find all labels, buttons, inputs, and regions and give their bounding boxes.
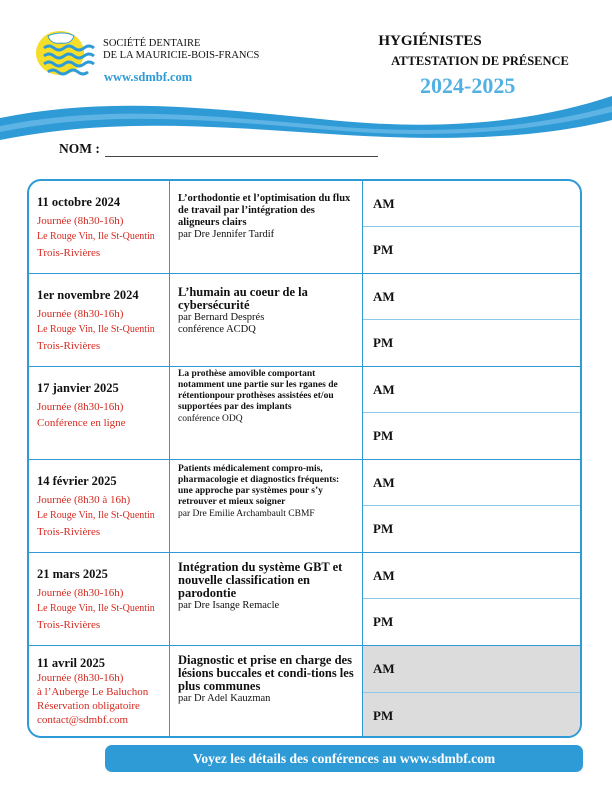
- session-speaker: par Dre Jennifer Tardif: [178, 229, 275, 240]
- session-info: [29, 646, 170, 738]
- session-city: Trois-Rivières: [37, 619, 101, 631]
- session-schedule: Journée (8h30-16h): [37, 308, 124, 320]
- session-info: [29, 181, 170, 273]
- session-row: [29, 553, 580, 646]
- am-checkbox[interactable]: AM: [363, 553, 580, 599]
- session-title: L’orthodontie et l’optimisation du flux de travail par l’intégration des aligneurs clairs: [178, 193, 351, 228]
- session-venue: à l’Auberge Le Baluchon: [37, 686, 149, 698]
- session-title: Diagnostic et prise en charge des lésions buccales et condi-tions les plus communes: [178, 653, 354, 693]
- session-topic: [170, 460, 363, 552]
- attendance-cell: [363, 460, 580, 552]
- session-schedule: Journée (8h30-16h): [37, 587, 124, 599]
- session-date: 21 mars 2025: [37, 567, 108, 581]
- session-speaker: par Dr Adel Kauzman: [178, 693, 271, 704]
- attendance-cell: [363, 646, 580, 738]
- session-topic: [170, 553, 363, 645]
- session-venue: Le Rouge Vin, Ile St-Quentin: [37, 510, 155, 521]
- session-row: [29, 460, 580, 553]
- session-date: 17 janvier 2025: [37, 381, 119, 395]
- session-schedule: Journée (8h30-16h): [37, 401, 124, 413]
- org-line-1: SOCIÉTÉ DENTAIRE: [103, 38, 201, 49]
- pm-checkbox[interactable]: PM: [373, 335, 394, 350]
- footer-banner[interactable]: Voyez les détails des conférences au www.sdmbf.com: [105, 745, 583, 772]
- session-row: [29, 181, 580, 274]
- am-checkbox[interactable]: AM: [363, 460, 580, 506]
- session-speaker: par Dre Isange Remacle: [178, 600, 280, 611]
- org-line-2: DE LA MAURICIE-BOIS-FRANCS: [103, 50, 260, 61]
- session-title: Patients médicalement compro-mis, pharmacologie et diagnostics fréquents: une approche par systèmes pour s’y retrouver et mieux soigner: [178, 464, 340, 507]
- pm-checkbox[interactable]: PM: [373, 242, 394, 257]
- session-row: [29, 274, 580, 367]
- session-date: 14 février 2025: [37, 474, 117, 488]
- am-checkbox[interactable]: AM: [363, 181, 580, 227]
- website-link[interactable]: www.sdmbf.com: [104, 70, 193, 84]
- session-venue: Le Rouge Vin, Ile St-Quentin: [37, 324, 155, 335]
- session-info: [29, 367, 170, 459]
- session-contact-email[interactable]: contact@sdmbf.com: [37, 714, 129, 726]
- session-date: 1er novembre 2024: [37, 288, 139, 302]
- session-row: [29, 646, 580, 738]
- session-city: Trois-Rivières: [37, 340, 101, 352]
- pm-checkbox[interactable]: PM: [373, 614, 394, 629]
- page-subtitle: ATTESTATION DE PRÉSENCE: [391, 54, 569, 68]
- session-city: Trois-Rivières: [37, 526, 101, 538]
- session-row: [29, 367, 580, 460]
- session-schedule: Journée (8h30-16h): [37, 215, 124, 227]
- session-date: 11 octobre 2024: [37, 195, 121, 209]
- session-topic: [170, 367, 363, 459]
- session-city: Trois-Rivières: [37, 247, 101, 259]
- session-title: Intégration du système GBT et nouvelle classification en parodontie: [178, 560, 343, 600]
- attendance-cell: [363, 367, 580, 459]
- session-venue: Le Rouge Vin, Ile St-Quentin: [37, 231, 155, 242]
- school-year: 2024-2025: [420, 73, 516, 98]
- pm-checkbox[interactable]: PM: [373, 428, 394, 443]
- session-venue: Conférence en ligne: [37, 417, 126, 429]
- session-date: 11 avril 2025: [37, 656, 106, 670]
- nom-field[interactable]: [105, 156, 378, 157]
- session-speaker: par Bernard Després: [178, 312, 265, 323]
- organization-name: [103, 38, 259, 62]
- attendance-cell: [363, 553, 580, 645]
- session-reservation: Réservation obligatoire: [37, 700, 140, 712]
- am-checkbox[interactable]: AM: [363, 367, 580, 413]
- session-organizer: conférence ACDQ: [178, 324, 256, 335]
- am-checkbox[interactable]: AM: [363, 646, 580, 693]
- session-title: La prothèse amovible comportant notamment une partie sur les rganes de rétentionpour prothèses assistées et/ou supportées par des implants: [178, 369, 338, 412]
- session-schedule: Journée (8h30 à 16h): [37, 494, 131, 506]
- nom-label: NOM :: [59, 141, 100, 156]
- logo-tooth-waves-icon: [34, 30, 100, 76]
- session-schedule: Journée (8h30-16h): [37, 672, 124, 684]
- page-title: HYGIÉNISTES: [378, 33, 482, 49]
- session-info: [29, 274, 170, 366]
- attendance-cell: [363, 181, 580, 273]
- session-speaker: par Dre Emilie Archambault CBMF: [178, 509, 315, 519]
- session-info: [29, 460, 170, 552]
- sessions-table: [27, 179, 582, 738]
- session-topic: [170, 181, 363, 273]
- pm-checkbox[interactable]: PM: [373, 707, 394, 723]
- session-topic: [170, 274, 363, 366]
- session-organizer: conférence ODQ: [178, 414, 243, 424]
- am-checkbox[interactable]: AM: [363, 274, 580, 320]
- session-title: L’humain au coeur de la cybersécurité: [178, 285, 308, 312]
- attendance-cell: [363, 274, 580, 366]
- pm-checkbox[interactable]: PM: [373, 521, 394, 536]
- session-venue: Le Rouge Vin, Ile St-Quentin: [37, 603, 155, 614]
- session-info: [29, 553, 170, 645]
- session-topic: [170, 646, 363, 738]
